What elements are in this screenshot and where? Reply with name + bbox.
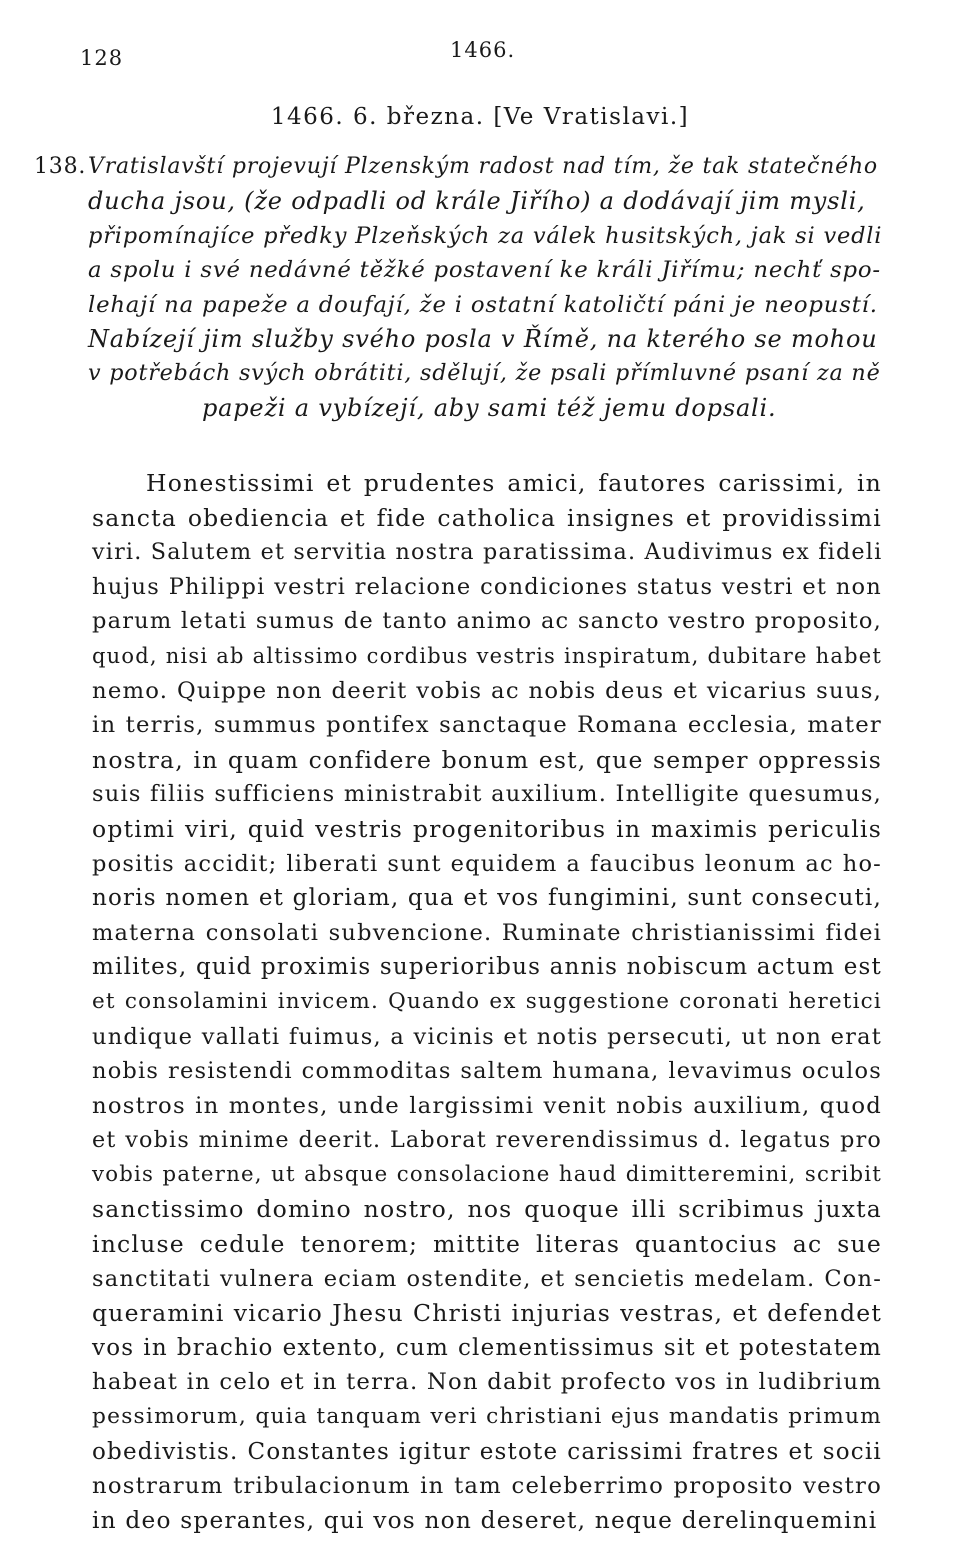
letter-line: et consolamini invicem. Quando ex suggestione coronati heretici xyxy=(92,988,882,1014)
letter-line: sancta obediencia et fide catholica insignes et providissimi xyxy=(92,503,882,532)
letter-line: pessimorum, quia tanquam veri christiani ejus mandatis primum xyxy=(92,1404,882,1430)
letter-line: nostra, in quam confidere bonum est, que semper oppressis xyxy=(92,745,882,774)
latin-letter-text xyxy=(92,466,882,1538)
letter-line: vobis paterne, ut absque consolacione haud dimitteremini, scribit xyxy=(92,1161,882,1187)
document-dateline: 1466. 6. března. [Ve Vratislavi.] xyxy=(270,104,690,130)
letter-line: obedivistis. Constantes igitur estote carissimi fratres et socii xyxy=(92,1438,882,1465)
letter-line: nemo. Quippe non deerit vobis ac nobis deus et vicarius suus, xyxy=(92,677,882,704)
letter-line: milites, quid proximis superioribus annis nobiscum actum est xyxy=(92,954,882,981)
summary-line-text: Vratislavští projevují Plzenským radost nad tím, že tak statečného xyxy=(88,154,878,179)
czech-summary xyxy=(34,150,884,425)
letter-line: suis filiis sufficiens ministrabit auxilium. Intelligite quesumus, xyxy=(92,781,882,808)
summary-line: lehají na papeže a doufají, že i ostatní katoličtí páni je neopustí. xyxy=(88,291,878,318)
letter-line: in terris, summus pontifex sanctaque Romana ecclesia, mater xyxy=(92,712,882,739)
summary-line: papeži a vybízejí, aby sami též jemu dopsali. xyxy=(202,393,777,422)
letter-line: nobis resistendi commoditas saltem humana, levavimus oculos xyxy=(92,1058,882,1085)
summary-line: připomínajíce předky Plzeňských za válek husitských, jak si vedli xyxy=(88,222,883,249)
letter-line: undique vallati fuimus, a vicinis et notis persecuti, ut non erat xyxy=(92,1023,882,1050)
letter-line: in deo sperantes, qui vos non deseret, neque derelinquemini xyxy=(92,1506,878,1534)
letter-line: queramini vicario Jhesu Christi injurias vestras, et defendet xyxy=(92,1299,882,1328)
letter-line: hujus Philippi vestri relacione condiciones status vestri et non xyxy=(92,573,882,600)
letter-line: incluse cedule tenorem; mittite literas quantocius ac sue xyxy=(92,1230,882,1259)
letter-line: viri. Salutem et servitia nostra paratissima. Audivimus ex fideli xyxy=(92,539,883,566)
summary-line: ducha jsou, (že odpadli od krále Jiřího) a dodávají jim mysli, xyxy=(88,187,866,216)
letter-line: sanctissimo domino nostro, nos quoque illi scribimus juxta xyxy=(92,1195,882,1224)
letter-line: positis accidit; liberati sunt equidem a faucibus leonum ac ho- xyxy=(92,850,882,877)
letter-line: noris nomen et gloriam, qua et vos fungimini, sunt consecuti, xyxy=(92,885,882,912)
letter-line: optimi viri, quid vestris progenitoribus in maximis periculis xyxy=(92,814,882,843)
letter-line: habeat in celo et in terra. Non dabit profecto vos in ludibrium xyxy=(92,1369,882,1396)
document-number: 138. xyxy=(34,154,87,179)
summary-line: a spolu i své nedávné těžké postavení ke králi Jiřímu; nechť spo- xyxy=(88,257,881,284)
letter-line: nostros in montes, unde largissimi venit nobis auxilium, quod xyxy=(92,1092,882,1119)
letter-line: nostrarum tribulacionum in tam celeberrimo proposito vestro xyxy=(92,1473,882,1500)
letter-line: Honestissimi et prudentes amici, fautores carissimi, in xyxy=(146,469,882,497)
summary-line xyxy=(34,150,884,184)
letter-line: sanctitati vulnera eciam ostendite, et sencietis medelam. Con- xyxy=(92,1265,882,1292)
summary-line: v potřebách svých obrátiti, sdělují, že psali přímluvné psaní za ně xyxy=(88,360,881,387)
summary-line: Nabízejí jim služby svého posla v Římě, na kterého se mohou xyxy=(88,325,878,354)
letter-line: vos in brachio extento, cum clementissimus sit et potestatem xyxy=(92,1334,882,1361)
letter-line: parum letati sumus de tanto animo ac sancto vestro proposito, xyxy=(92,608,882,635)
page-number: 128 xyxy=(80,46,124,70)
letter-line: quod, nisi ab altissimo cordibus vestris inspiratum, dubitare habet xyxy=(92,643,882,668)
letter-line: materna consolati subvencione. Ruminate christianissimi fidei xyxy=(92,919,882,946)
running-head-year: 1466. xyxy=(450,38,516,62)
letter-line: et vobis minime deerit. Laborat reverendissimus d. legatus pro xyxy=(92,1127,882,1154)
